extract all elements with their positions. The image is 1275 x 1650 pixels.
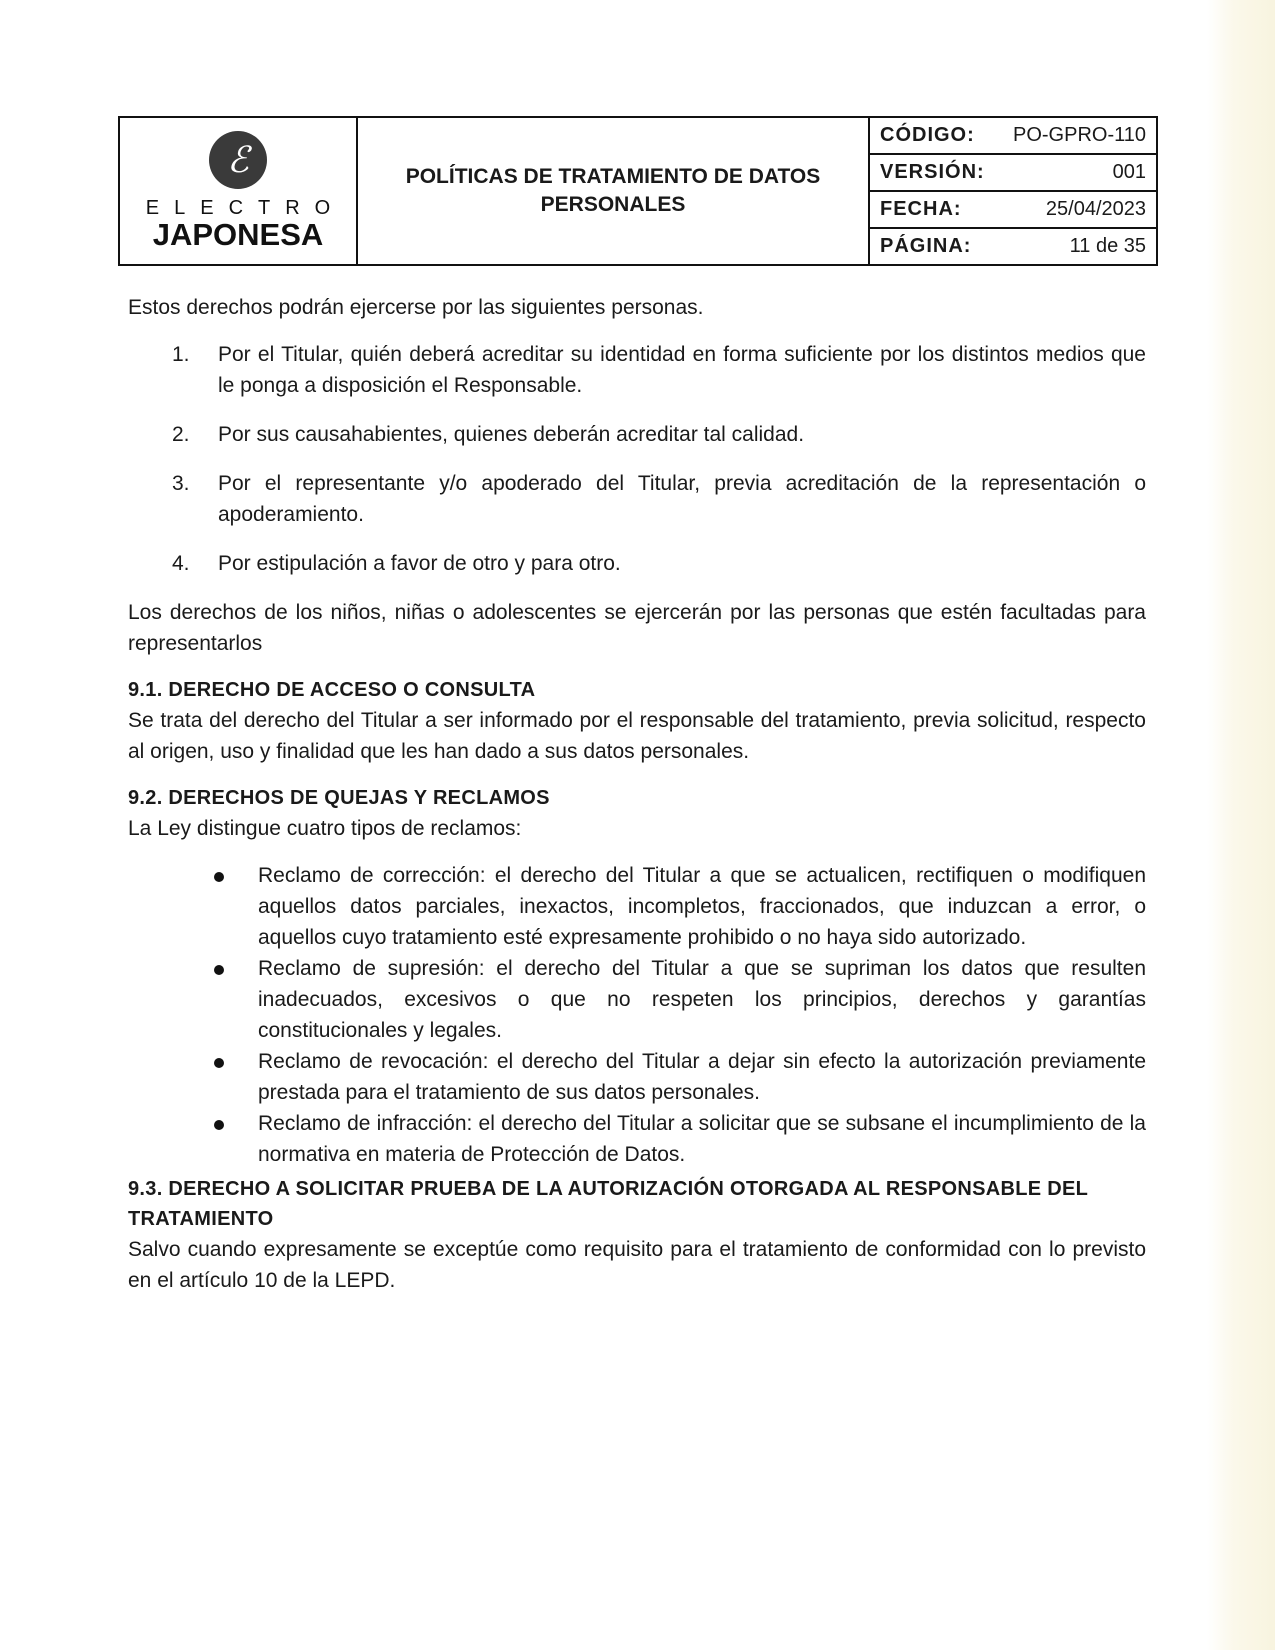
bullet-icon	[128, 860, 258, 953]
list-item	[128, 468, 1146, 530]
document-meta	[870, 118, 1156, 264]
list-item-text: Por el representante y/o apoderado del Titular, previa acreditación de la representación o apoderamiento.	[218, 472, 1146, 526]
list-item-text: Por estipulación a favor de otro y para otro.	[218, 552, 621, 575]
list-item	[128, 860, 1146, 953]
section-9-2-heading: 9.2. DERECHOS DE QUEJAS Y RECLAMOS	[128, 787, 550, 809]
list-item-number: 4.	[172, 552, 190, 575]
meta-page	[870, 229, 1156, 264]
section-9-1-heading: 9.1. DERECHO DE ACCESO O CONSULTA	[128, 679, 536, 701]
meta-page-value: 11 de 35	[1069, 235, 1146, 257]
section-9-3-heading: 9.3. DERECHO A SOLICITAR PRUEBA DE LA AUTORIZACIÓN OTORGADA AL RESPONSABLE DEL TRATAMIENTO	[128, 1178, 1088, 1230]
section-9-2-text: La Ley distingue cuatro tipos de reclamos:	[128, 817, 522, 840]
minors-paragraph: Los derechos de los niños, niñas o adolescentes se ejercerán por las personas que estén facultadas para representarlos	[128, 601, 1146, 655]
claims-list	[128, 860, 1146, 1170]
list-item	[128, 339, 1146, 401]
list-item-text: Por el Titular, quién deberá acreditar su identidad en forma suficiente por los distintos medios que le ponga a disposición el Responsable.	[218, 343, 1146, 397]
meta-code-value: PO-GPRO-110	[1013, 124, 1146, 146]
list-item-text: Por sus causahabientes, quienes deberán acreditar tal calidad.	[218, 423, 805, 446]
section-9-3-text: Salvo cuando expresamente se exceptúe como requisito para el tratamiento de conformidad con lo previsto en el artículo 10 de la LEPD.	[128, 1238, 1146, 1292]
list-item	[128, 548, 1146, 579]
meta-date-label: FECHA:	[880, 198, 962, 220]
logo-emblem-icon: ℰ	[209, 131, 267, 189]
list-item-text: Reclamo de supresión: el derecho del Titular a que se supriman los datos que resulten inadecuados, excesivos o que no respeten los principios, derechos y garantías constitucionales y legales.	[258, 957, 1146, 1042]
list-item	[128, 419, 1146, 450]
list-item	[128, 1108, 1146, 1170]
list-item-number: 3.	[172, 472, 190, 495]
logo-text-japonesa: JAPONESA	[152, 217, 324, 252]
document-header	[118, 116, 1158, 266]
company-logo	[120, 118, 358, 264]
meta-date	[870, 192, 1156, 229]
bullet-icon	[128, 1046, 258, 1108]
document-body	[128, 292, 1146, 1296]
section-9-2	[128, 783, 1146, 1170]
logo-text-electro: ELECTRO	[145, 197, 346, 219]
persons-list	[128, 339, 1146, 579]
meta-code-label: CÓDIGO:	[880, 124, 975, 146]
meta-version-value: 001	[1112, 161, 1146, 183]
list-item-number: 1.	[172, 343, 190, 366]
list-item-number: 2.	[172, 423, 190, 446]
page-edge-tint	[1207, 0, 1275, 1650]
intro-paragraph: Estos derechos podrán ejercerse por las siguientes personas.	[128, 296, 704, 319]
section-9-3	[128, 1174, 1146, 1296]
bullet-icon	[128, 1108, 258, 1170]
meta-page-label: PÁGINA:	[880, 235, 972, 257]
section-9-1-text: Se trata del derecho del Titular a ser informado por el responsable del tratamiento, previa solicitud, respecto al origen, uso y finalidad que les han dado a sus datos personales.	[128, 709, 1146, 763]
list-item	[128, 1046, 1146, 1108]
document-title: POLÍTICAS DE TRATAMIENTO DE DATOS PERSONALES	[358, 118, 870, 264]
list-item-text: Reclamo de infracción: el derecho del Titular a solicitar que se subsane el incumplimiento de la normativa en materia de Protección de Datos.	[258, 1112, 1146, 1166]
bullet-icon	[128, 953, 258, 1046]
meta-date-value: 25/04/2023	[1045, 198, 1146, 220]
list-item-text: Reclamo de corrección: el derecho del Titular a que se actualicen, rectifiquen o modifiquen aquellos datos parciales, inexactos, incompletos, fraccionados, que induzcan a error, o aquellos cuyo tratamiento esté expresamente prohibido o no haya sido autorizado.	[258, 864, 1146, 949]
meta-version	[870, 155, 1156, 192]
list-item-text: Reclamo de revocación: el derecho del Titular a dejar sin efecto la autorización previamente prestada para el tratamiento de sus datos personales.	[258, 1050, 1146, 1104]
meta-version-label: VERSIÓN:	[880, 161, 985, 183]
meta-code	[870, 118, 1156, 155]
section-9-1	[128, 675, 1146, 767]
list-item	[128, 953, 1146, 1046]
